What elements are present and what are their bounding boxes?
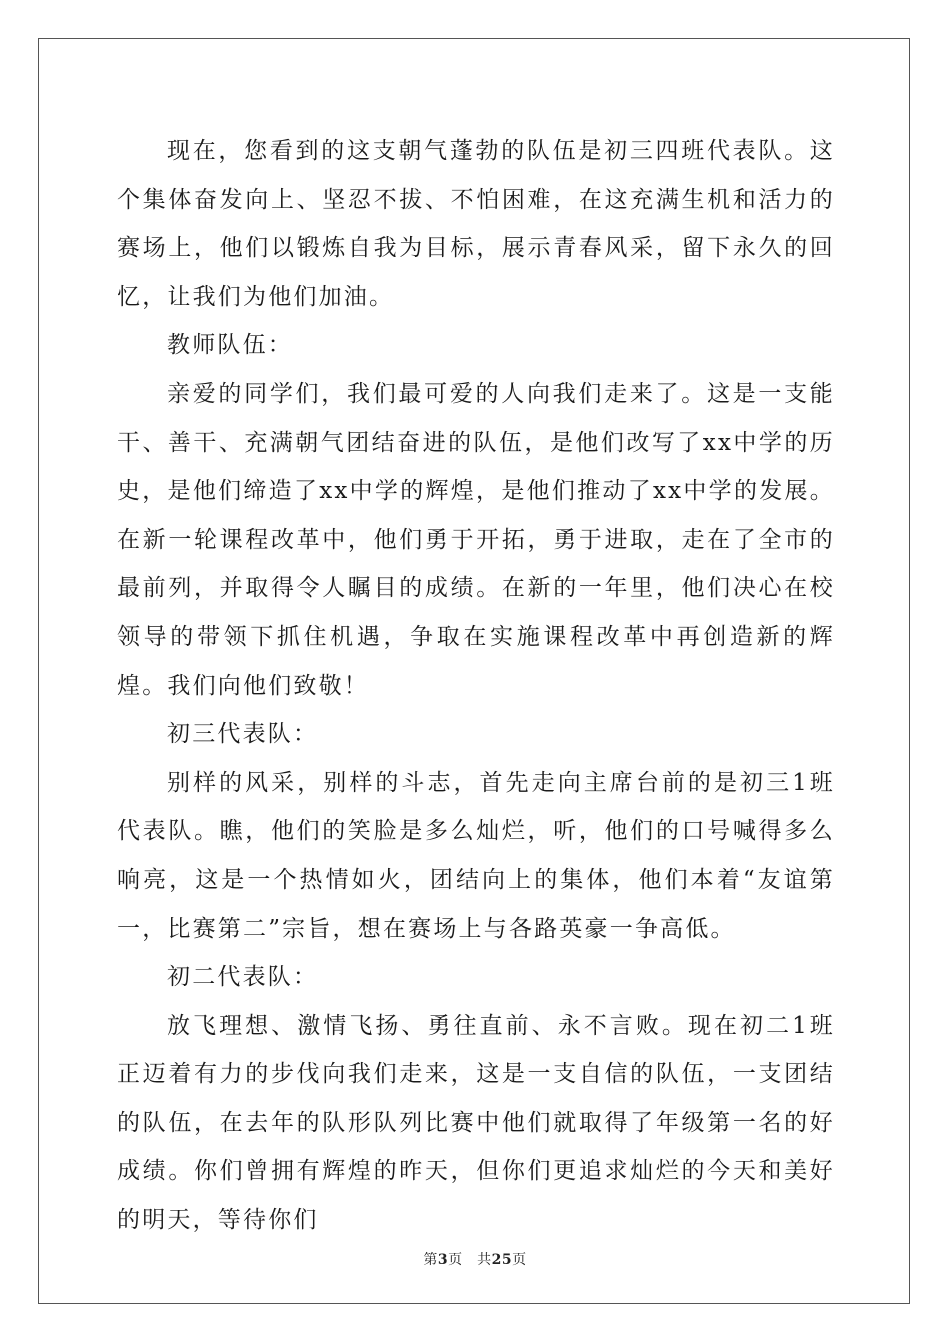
page-footer [0,1249,950,1269]
page-total: 25 [491,1252,513,1268]
page-label-suffix: 页 [512,1252,527,1268]
page-label-mid: 页 共 [448,1252,492,1268]
paragraph-teacher-team: 亲爱的同学们，我们最可爱的人向我们走来了。这是一支能干、善干、充满朝气团结奋进的队伍，是他们改写了xx中学的历史，是他们缔造了xx中学的辉煌，是他们推动了xx中学的发展。在新一轮课程改革中，他们勇于开拓，勇于进取，走在了全市的最前列，并取得令人瞩目的成绩。在新的一年里，他们决心在校领导的带领下抓住机遇，争取在实施课程改革中再创造新的辉煌。我们向他们致敬！ [117,380,835,699]
heading-teacher-team: 教师队伍： [167,332,293,359]
paragraph-class-4-team: 现在，您看到的这支朝气蓬勃的队伍是初三四班代表队。这个集体奋发向上、坚忍不拔、不怕困难，在这充满生机和活力的赛场上，他们以锻炼自我为目标，展示青春风采，留下永久的回忆，让我们为他们加油。 [117,138,835,310]
page-current: 3 [437,1252,449,1268]
document-body [117,127,835,1245]
page-label-prefix: 第 [423,1252,438,1268]
heading-grade-2-team: 初二代表队： [167,964,319,991]
paragraph-grade-3-team: 别样的风采，别样的斗志，首先走向主席台前的是初三1班代表队。瞧，他们的笑脸是多么灿烂，听，他们的口号喊得多么响亮，这是一个热情如火，团结向上的集体，他们本着“友谊第一，比赛第二”宗旨，想在赛场上与各路英豪一争高低。 [117,769,835,942]
heading-grade-3-team: 初三代表队： [167,721,319,748]
paragraph-grade-2-team: 放飞理想、激情飞扬、勇往直前、永不言败。现在初二1班正迈着有力的步伐向我们走来，这是一支自信的队伍，一支团结的队伍，在去年的队形队列比赛中他们就取得了年级第一名的好成绩。你们曾拥有辉煌的昨天，但你们更追求灿烂的今天和美好的明天，等待你们 [117,1012,835,1234]
